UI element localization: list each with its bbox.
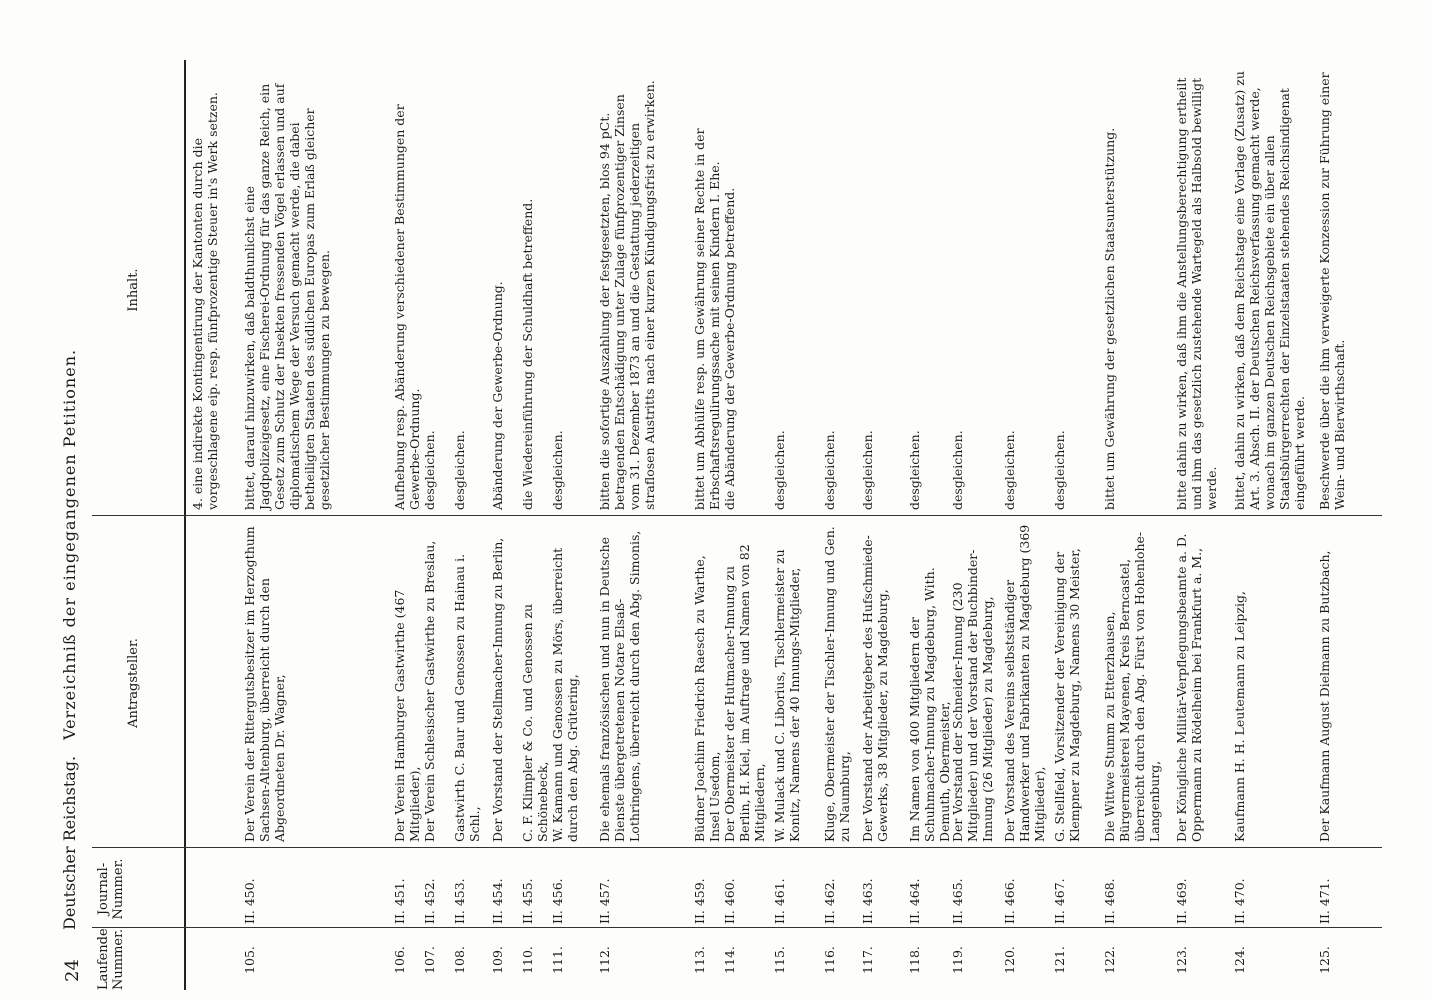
- cell-inhalt: desgleichen.: [452, 430, 467, 510]
- page-number: 24: [62, 959, 83, 982]
- table-header: [92, 60, 186, 990]
- cell-laufende-nummer: 116.: [822, 946, 837, 974]
- cell-antragsteller: Der Vorstand der Stellmacher-Innung zu Berlin,: [490, 537, 505, 842]
- cell-journal-nummer: II. 470.: [1232, 878, 1247, 924]
- cell-laufende-nummer: 120.: [1002, 946, 1017, 974]
- cell-inhalt: desgleichen.: [860, 430, 875, 510]
- cell-inhalt: bittet, darauf hinzuwirken, daß baldthunlichst eine Jagdpolizeigesetz, eine Fischerei-Ordnung für das ganze Reich, ein Gesetz zum Schutz der Insekten fressenden Vögel erlassen und auf diplomatischem Wege der Versuch gemacht werde, die dabei betheiligten Staaten des südlichen Europas zum Erlaß gleicher gesetzlicher Bestimmungen zu bewegen.: [242, 83, 332, 510]
- cell-journal-nummer: II. 467.: [1052, 878, 1067, 924]
- cell-journal-nummer: II. 461.: [772, 878, 787, 924]
- digitization-note: [1414, 30, 1428, 970]
- cell-laufende-nummer: 113.: [692, 946, 707, 974]
- cell-laufende-nummer: 125.: [1317, 946, 1332, 974]
- rotated-page: [42, 60, 1382, 990]
- cell-antragsteller: Gastwirth C. Baur und Genossen zu Hainau i. Schl.,: [452, 553, 482, 842]
- cell-antragsteller: W. Mulack und C. Liborius, Tischlermeister zu Konitz, Namens der 40 Innungs-Mitglieder,: [772, 549, 802, 842]
- cell-antragsteller: Der Königliche Militär-Verpflegungsbeamte a. D. Oppermann zu Rödelheim bei Frankfurt a. M.,: [1174, 533, 1204, 842]
- cell-journal-nummer: II. 453.: [452, 878, 467, 924]
- cell-inhalt: desgleichen.: [550, 430, 565, 510]
- cell-laufende-nummer: 123.: [1174, 946, 1189, 974]
- cell-inhalt: Abänderung der Gewerbe-Ordnung.: [490, 281, 505, 510]
- cell-antragsteller: Der Vorstand der Schneider-Innung (230 Mitglieder) und der Vorstand der Buchbinder-Innung (26 Mitglieder) zu Magdeburg,: [950, 549, 995, 842]
- cell-antragsteller: G. Stellfeld, Vorsitzender der Vereinigung der Klempner zu Magdeburg, Namens 30 Meister,: [1052, 548, 1082, 842]
- cell-journal-nummer: II. 465.: [950, 878, 965, 924]
- cell-journal-nummer: II. 471.: [1317, 878, 1332, 924]
- cell-journal-nummer: II. 466.: [1002, 878, 1017, 924]
- col-header-laufende: Laufende Nummer.: [96, 928, 126, 990]
- cell-laufende-nummer: 124.: [1232, 946, 1247, 974]
- cell-inhalt: bittet um Abhülfe resp. um Gewährung seiner Rechte in der Erbschaftsregulirungssache mit seinen Kindern I. Ehe.: [692, 128, 722, 510]
- cell-laufende-nummer: 119.: [950, 946, 965, 974]
- cell-antragsteller: Kaufmann H. H. Leutemann zu Leipzig,: [1232, 591, 1247, 842]
- cell-antragsteller: Der Verein Hamburger Gastwirthe (467 Mitglieder),: [392, 589, 422, 842]
- cell-antragsteller: Im Namen von 400 Mitgliedern der Schuhmacher-Innung zu Magdeburg, With. Demuth, Obermeister,: [907, 567, 952, 842]
- cell-antragsteller: C. F. Klimpler & Co. und Genossen zu Schönebeck,: [520, 603, 550, 842]
- cell-journal-nummer: II. 468.: [1102, 878, 1117, 924]
- col-header-antragsteller: Antragsteller.: [126, 638, 141, 728]
- cell-laufende-nummer: 117.: [860, 946, 875, 974]
- cell-antragsteller: Die ehemals französischen und nun in Deutsche Dienste übergetretenen Notare Elsaß-Lothringens, überreicht durch den Abg. Simonis,: [597, 530, 642, 842]
- cell-antragsteller: Büdner Joachim Friedrich Raesch zu Warthe, Insel Usedom,: [692, 555, 722, 842]
- cell-inhalt: bitte dahin zu wirken, daß ihm die Anstellungsberechtigung ertheilt und ihm das gesetzlich zustehende Wartegeld als Halbsold bewilligt werde.: [1174, 77, 1219, 510]
- cell-journal-nummer: II. 464.: [907, 878, 922, 924]
- column-divider: [92, 515, 1382, 516]
- cell-journal-nummer: II. 462.: [822, 878, 837, 924]
- cell-laufende-nummer: 118.: [907, 946, 922, 974]
- cell-inhalt: desgleichen.: [1052, 430, 1067, 510]
- cell-antragsteller: Der Vorstand des Vereins selbstständiger Handwerker und Fabrikanten zu Magdeburg (369 Mitglieder),: [1002, 524, 1047, 842]
- cell-inhalt: desgleichen.: [422, 430, 437, 510]
- cell-laufende-nummer: 106.: [392, 946, 407, 974]
- cell-inhalt: desgleichen.: [772, 430, 787, 510]
- cell-inhalt: die Wiedereinführung der Schuldhaft betreffend.: [520, 198, 535, 510]
- cell-inhalt: desgleichen.: [1002, 430, 1017, 510]
- cell-laufende-nummer: 110.: [520, 946, 535, 974]
- cell-antragsteller: Der Verein der Rittergutsbesitzer im Herzogthum Sachsen-Altenburg, überreicht durch den Abgeordneten Dr. Wagner,: [242, 526, 287, 842]
- cell-laufende-nummer: 111.: [550, 946, 565, 974]
- cell-antragsteller: W. Kamann und Genossen zu Mörs, überreicht durch den Abg. Grütering,: [550, 547, 580, 842]
- cell-inhalt: desgleichen.: [907, 430, 922, 510]
- header-left: Deutscher Reichstag.: [60, 755, 79, 930]
- cell-antragsteller: Der Vorstand der Arbeitgeber des Hufschmiede-Gewerks, 38 Mitglieder, zu Magdeburg,: [860, 535, 890, 842]
- cell-inhalt: desgleichen.: [822, 430, 837, 510]
- cell-laufende-nummer: 122.: [1102, 946, 1117, 974]
- cell-journal-nummer: II. 451.: [392, 878, 407, 924]
- cell-antragsteller: Der Obermeister der Hutmacher-Innung zu Berlin, H. Kiel, im Auftrage und Namen von 82 Mitgliedern,: [722, 544, 767, 842]
- cell-journal-nummer: II. 455.: [520, 878, 535, 924]
- cell-inhalt: 4. eine indirekte Kontingentirung der Kantonten durch die vorgeschlagene eip. resp. fünfprozentige Steuer in's Werk setzen.: [190, 92, 220, 510]
- cell-laufende-nummer: 115.: [772, 946, 787, 974]
- cell-inhalt: Beschwerde über die ihm verweigerte Konzession zur Führung einer Wein- und Bierwirthschaft.: [1317, 72, 1347, 510]
- cell-journal-nummer: II. 469.: [1174, 878, 1189, 924]
- cell-laufende-nummer: 112.: [597, 946, 612, 974]
- cell-laufende-nummer: 114.: [722, 946, 737, 974]
- cell-antragsteller: Die Wittwe Stumm zu Etterzhausen, Bürgermeisterei Mayenen, Kreis Berncastel, überreicht durch den Abg. Fürst von Hohenlohe-Langenburg,: [1102, 531, 1162, 842]
- col-header-journal: Journal-Nummer.: [96, 858, 126, 920]
- cell-journal-nummer: II. 463.: [860, 878, 875, 924]
- cell-journal-nummer: II. 460.: [722, 878, 737, 924]
- cell-journal-nummer: II. 454.: [490, 878, 505, 924]
- cell-journal-nummer: II. 457.: [597, 878, 612, 924]
- cell-journal-nummer: II. 452.: [422, 878, 437, 924]
- petition-table: [92, 60, 1382, 990]
- cell-laufende-nummer: 105.: [242, 946, 257, 974]
- cell-laufende-nummer: 121.: [1052, 946, 1067, 974]
- cell-inhalt: die Abänderung der Gewerbe-Ordnung betreffend.: [722, 187, 737, 510]
- cell-inhalt: Aufhebung resp. Abänderung verschiedener Bestimmungen der Gewerbe-Ordnung.: [392, 104, 422, 510]
- column-divider: [92, 927, 1382, 928]
- cell-inhalt: bittet, dahin zu wirken, daß dem Reichstage eine Vorlage (Zusatz) zu Art. 3. Absch. II. der Deutschen Reichsverfassung gemacht werde, wonach im ganzen Deutschen Reichsgebiete ein über allen Staatsbürgerrechten der Einzelstaaten stehendes Reichsindigenat eingeführt werde.: [1232, 71, 1307, 510]
- cell-laufende-nummer: 109.: [490, 946, 505, 974]
- cell-inhalt: bitten die sofortige Auszahlung der festgesetzten, blos 94 pCt. betragenden Entschädigung unter Zulage fünfprozentiger Zinsen vom 31. Dezember 1873 an und die Gestattung jederzeitigen straflosen Austritts nach einer kurzen Kündigungsfrist zu erwirken.: [597, 80, 657, 510]
- column-divider: [92, 847, 1382, 848]
- cell-journal-nummer: II. 456.: [550, 878, 565, 924]
- cell-journal-nummer: II. 450.: [242, 878, 257, 924]
- cell-antragsteller: Der Kaufmann August Dielmann zu Butzbach,: [1317, 550, 1332, 842]
- col-header-inhalt: Inhalt.: [126, 268, 141, 312]
- cell-inhalt: bittet um Gewährung der gesetzlichen Staatsunterstützung.: [1102, 127, 1117, 510]
- cell-journal-nummer: II. 459.: [692, 878, 707, 924]
- cell-laufende-nummer: 107.: [422, 946, 437, 974]
- cell-laufende-nummer: 108.: [452, 946, 467, 974]
- cell-antragsteller: Der Verein Schlesischer Gastwirthe zu Breslau,: [422, 540, 437, 842]
- header-right: Verzeichniß der eingegangenen Petitionen.: [60, 348, 79, 740]
- cell-inhalt: desgleichen.: [950, 430, 965, 510]
- cell-antragsteller: Kluge, Obermeister der Tischler-Innung und Gen. zu Naumburg,: [822, 526, 852, 842]
